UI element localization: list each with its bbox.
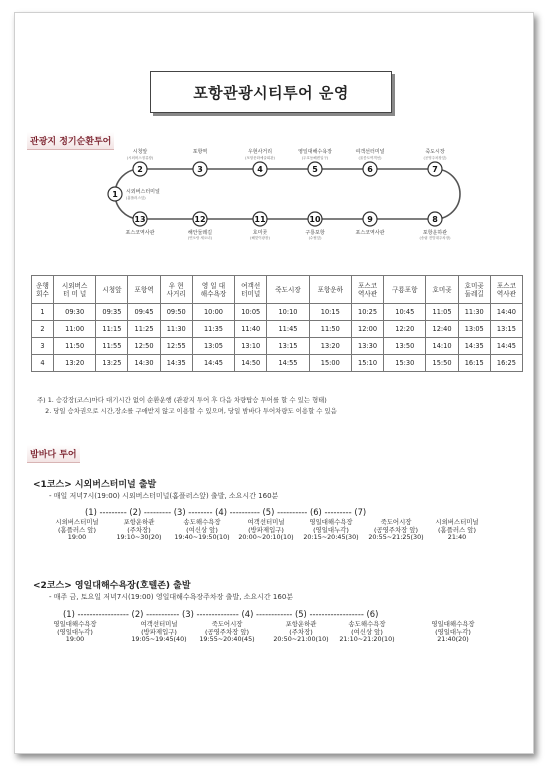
- route-stop-name: 죽도시장: [425, 149, 445, 155]
- course-stop-name: 포항운하관: [123, 518, 155, 526]
- schedule-header-cell: 포항운하: [309, 276, 351, 304]
- route-stop-name: 영일대해수욕장: [298, 149, 332, 155]
- route-stop-name: 해안둘레길: [187, 230, 213, 236]
- schedule-header-cell: 호미곶 둘레길: [458, 276, 490, 304]
- schedule-cell: 11:00: [53, 321, 95, 338]
- course-stop-time: 19:55~20:40(45): [199, 635, 255, 643]
- table-row: [32, 304, 523, 321]
- course-stop: [295, 519, 367, 542]
- course-stop-sub: (방파제입구): [248, 525, 284, 534]
- schedule-cell: 11:55: [96, 338, 128, 355]
- route-stop-number: 12: [194, 215, 206, 224]
- schedule-cell: 14:50: [235, 355, 267, 372]
- route-stop-2: [127, 148, 154, 176]
- schedule-cell: 13:25: [96, 355, 128, 372]
- section-label-night: 밤바다 투어: [27, 445, 80, 463]
- course-stop-time: 20:55~21:25(30): [368, 533, 424, 541]
- course-stop-name: 시외버스터미널: [435, 518, 479, 526]
- schedule-cell: 14:45: [192, 355, 234, 372]
- course-stop-sub: (주차장): [289, 627, 313, 636]
- section-label-circulation: 관광지 정기순환투어: [27, 132, 114, 150]
- route-stop-number: 5: [312, 165, 318, 174]
- route-stop-number: 7: [432, 165, 438, 174]
- route-stop-1: [108, 187, 160, 201]
- course-stop-name: 시외버스터미널: [55, 518, 99, 526]
- schedule-cell: 11:30: [458, 304, 490, 321]
- page-title: 포항관광시티투어 운영: [150, 71, 392, 113]
- route-loop: [115, 169, 460, 219]
- schedule-cell: 13:05: [192, 338, 234, 355]
- course-stop-name: 죽도어시장: [380, 518, 412, 526]
- course-stop-time: 19:00: [67, 533, 87, 541]
- course1-sequence: (1) --------- (2) --------- (3) -------- (4) ---------- (5) ---------- (6) --------- (7): [85, 507, 367, 517]
- schedule-table: [31, 275, 523, 372]
- route-stop-sub: (홈플러스앞): [126, 196, 146, 200]
- schedule-cell: 12:00: [351, 321, 383, 338]
- schedule-cell: 14:40: [490, 304, 522, 321]
- route-stop-number: 3: [197, 165, 203, 174]
- course1-title: <1코스> 시외버스터미널 출발: [33, 480, 157, 490]
- schedule-cell: 16:15: [458, 355, 490, 372]
- schedule-cell: 09:45: [128, 304, 160, 321]
- route-stop-number: 9: [367, 215, 373, 224]
- table-row: [32, 321, 523, 338]
- schedule-header-cell: 운행 회수: [32, 276, 54, 304]
- route-stop-sub: (수협앞): [308, 236, 322, 240]
- course-stop-sub: (공영주차장 앞): [373, 525, 419, 534]
- route-stop-number: 13: [134, 215, 146, 224]
- schedule-cell: 14:30: [128, 355, 160, 372]
- schedule-cell: 1: [32, 304, 54, 321]
- schedule-cell: 12:55: [160, 338, 192, 355]
- route-stop-10: [305, 212, 324, 240]
- schedule-header-cell: 구룡포항: [384, 276, 426, 304]
- route-stop-sub: (송림 전망대주차장): [419, 236, 451, 240]
- route-stop-number: 1: [112, 190, 118, 199]
- course2-title: <2코스> 영일대해수욕장(호텔존) 출발: [33, 581, 191, 591]
- route-stop-12: [188, 212, 213, 240]
- route-stop-5: [298, 148, 332, 176]
- route-stop-number: 11: [254, 215, 266, 224]
- schedule-cell: 11:50: [309, 321, 351, 338]
- table-row: [32, 355, 523, 372]
- schedule-cell: 11:45: [267, 321, 309, 338]
- schedule-cell: 15:10: [351, 355, 383, 372]
- course-stop-sub: (영일대누각): [435, 627, 471, 636]
- schedule-cell: 4: [32, 355, 54, 372]
- note-2: 2. 당일 승차권으로 시간,장소를 구애받지 않고 이용할 수 있으며, 당일 밤바다 투어차량도 이용할 수 있음: [37, 407, 337, 415]
- schedule-cell: 14:55: [267, 355, 309, 372]
- course-stop-time: 21:40(20): [437, 635, 469, 643]
- course-stop-name: 여객선터미널: [140, 620, 178, 628]
- route-stop-name: 포스코역사관: [355, 230, 385, 236]
- route-stop-7: [423, 148, 447, 176]
- course-stop-sub: (주차장): [127, 525, 151, 534]
- document-page: [14, 12, 534, 754]
- schedule-cell: 13:05: [458, 321, 490, 338]
- course-stop-time: 20:00~20:10(10): [238, 533, 294, 541]
- route-stop-number: 4: [257, 165, 263, 174]
- course-stop-sub: (방파제입구): [141, 627, 177, 636]
- schedule-cell: 13:10: [235, 338, 267, 355]
- schedule-cell: 10:00: [192, 304, 234, 321]
- schedule-cell: 10:25: [351, 304, 383, 321]
- route-stop-name: 호미곶: [252, 230, 268, 236]
- route-stop-sub: (해맞이광장): [250, 236, 270, 240]
- note-1: 주) 1. 승강장(코스)마다 대기시간 없이 순환운행 (관광지 투어 후 다음 차량탑승 투어를 할 수 있는 형태): [37, 396, 327, 404]
- schedule-header-cell: 우 현 사거리: [160, 276, 192, 304]
- schedule-cell: 11:50: [53, 338, 95, 355]
- schedule-cell: 16:25: [490, 355, 522, 372]
- schedule-cell: 14:45: [490, 338, 522, 355]
- route-stop-name: 포항운하관: [422, 230, 448, 236]
- schedule-cell: 12:20: [384, 321, 426, 338]
- route-stop-sub: (연오랑 세오녀): [187, 236, 213, 240]
- route-stop-4: [245, 148, 275, 176]
- schedule-cell: 10:45: [384, 304, 426, 321]
- route-stop-name: 포스코역사관: [125, 230, 155, 236]
- route-stop-sub: (포항문화예술회관): [245, 156, 275, 160]
- route-stop-number: 6: [367, 165, 373, 174]
- schedule-header-cell: 여객선 터미널: [235, 276, 267, 304]
- schedule-cell: 13:15: [267, 338, 309, 355]
- schedule-cell: 10:10: [267, 304, 309, 321]
- course-stop-time: 20:50~21:00(10): [273, 635, 329, 643]
- course-stop: [123, 621, 195, 644]
- schedule-header-cell: 영 일 대 해수욕장: [192, 276, 234, 304]
- course-stop: [421, 519, 493, 542]
- schedule-cell: 09:35: [96, 304, 128, 321]
- schedule-cell: 14:10: [426, 338, 458, 355]
- route-stop-sub: (울릉도여객선): [358, 156, 382, 160]
- schedule-cell: 13:50: [384, 338, 426, 355]
- schedule-cell: 09:50: [160, 304, 192, 321]
- schedule-cell: 11:25: [128, 321, 160, 338]
- course-stop-name: 송도해수욕장: [348, 620, 386, 628]
- route-stop-sub: (공영주차장앞): [423, 156, 447, 160]
- schedule-cell: 14:35: [458, 338, 490, 355]
- schedule-header-cell: 시청앞: [96, 276, 128, 304]
- course-stop-sub: (여신상 앞): [186, 525, 218, 534]
- route-stop-name: 우현사거리: [247, 149, 273, 155]
- schedule-cell: 13:30: [351, 338, 383, 355]
- course-stop-sub: (홈플러스 앞): [438, 525, 476, 534]
- schedule-header-cell: 호미곶: [426, 276, 458, 304]
- route-stop-number: 10: [309, 215, 321, 224]
- schedule-cell: 09:30: [53, 304, 95, 321]
- course-stop: [230, 519, 302, 542]
- schedule-cell: 14:35: [160, 355, 192, 372]
- course-stop-name: 여객선터미널: [247, 518, 285, 526]
- schedule-cell: 2: [32, 321, 54, 338]
- route-stop-11: [250, 212, 270, 240]
- course-stop: [265, 621, 337, 644]
- course-stop: [166, 519, 238, 542]
- schedule-cell: 11:30: [160, 321, 192, 338]
- schedule-cell: 13:20: [309, 338, 351, 355]
- route-stop-name: 포항역: [192, 149, 208, 155]
- course-stop-name: 송도해수욕장: [183, 518, 221, 526]
- route-stop-9: [356, 212, 385, 236]
- route-stop-sub: (두호동해변입구): [301, 156, 329, 160]
- schedule-header-cell: 포스코 역사관: [490, 276, 522, 304]
- course-stop-name: 포항운하관: [285, 620, 317, 628]
- course-stop-time: 20:15~20:45(30): [303, 533, 359, 541]
- schedule-cell: 13:20: [53, 355, 95, 372]
- schedule-header-cell: 포항역: [128, 276, 160, 304]
- schedule-cell: 13:15: [490, 321, 522, 338]
- course-stop: [191, 621, 263, 644]
- course-stop-sub: (공영주차장 앞): [204, 627, 250, 636]
- course2-sequence: (1) ----------------- (2) ----------- (3) -------------- (4) ------------ (5) ------------------ (6): [63, 609, 379, 619]
- schedule-cell: 11:05: [426, 304, 458, 321]
- schedule-cell: 15:00: [309, 355, 351, 372]
- schedule-cell: 15:50: [426, 355, 458, 372]
- course-stop: [39, 621, 111, 644]
- schedule-cell: 12:50: [128, 338, 160, 355]
- table-row: [32, 338, 523, 355]
- route-stop-name: 구룡포항: [305, 230, 325, 236]
- route-stop-sub: (시외버스정류장): [126, 156, 154, 160]
- schedule-cell: 10:05: [235, 304, 267, 321]
- route-stop-number: 2: [137, 165, 143, 174]
- schedule-header-cell: 포스코 역사관: [351, 276, 383, 304]
- notes: [37, 395, 337, 417]
- course-stop: [417, 621, 489, 644]
- course-stop-sub: (영일대누각): [313, 525, 349, 534]
- schedule-header-cell: 죽도시장: [267, 276, 309, 304]
- course-stop-time: 21:40: [447, 533, 467, 541]
- course-stop-time: 19:10~30(20): [116, 533, 162, 541]
- course-stop-time: 19:05~19:45(40): [131, 635, 187, 643]
- route-stop-number: 8: [432, 215, 438, 224]
- route-stop-name: 시외버스터미널: [126, 189, 160, 195]
- schedule-cell: 15:30: [384, 355, 426, 372]
- schedule-cell: 11:15: [96, 321, 128, 338]
- course-stop-time: 19:40~19:50(10): [174, 533, 230, 541]
- course-stop-name: 영일대해수욕장: [431, 620, 475, 628]
- course-stop: [331, 621, 403, 644]
- course-stop-time: 21:10~21:20(10): [339, 635, 395, 643]
- course-stop-sub: (여신상 앞): [351, 627, 383, 636]
- course-stop-sub: (영일대누각): [57, 627, 93, 636]
- schedule-cell: 11:35: [192, 321, 234, 338]
- schedule-cell: 3: [32, 338, 54, 355]
- route-stop-13: [126, 212, 155, 236]
- course-stop-name: 영일대해수욕장: [53, 620, 97, 628]
- course-stop-name: 죽도어시장: [211, 620, 243, 628]
- schedule-cell: 12:40: [426, 321, 458, 338]
- course1-desc: - 매일 저녁7시(19:00) 시외버스터미널(홈플러스앞) 출발, 소요시간 160분: [49, 492, 279, 500]
- course2-desc: - 매주 금, 토요일 저녁7시(19:00) 영일대해수욕장주차장 출발, 소요시간 160분: [49, 593, 294, 601]
- course-stop-time: 19:00: [65, 635, 85, 643]
- route-stop-name: 여객선터미널: [355, 149, 385, 155]
- route-stop-6: [356, 148, 385, 176]
- route-stop-3: [193, 148, 208, 176]
- course-stop-sub: (홈플러스 앞): [58, 525, 96, 534]
- course-stop-name: 영일대해수욕장: [309, 518, 353, 526]
- course-stop: [103, 519, 175, 542]
- route-stop-name: 시청앞: [132, 149, 148, 155]
- schedule-cell: 11:40: [235, 321, 267, 338]
- schedule-cell: 10:15: [309, 304, 351, 321]
- route-map: [15, 13, 533, 273]
- schedule-header-cell: 시외버스 터 미 널: [53, 276, 95, 304]
